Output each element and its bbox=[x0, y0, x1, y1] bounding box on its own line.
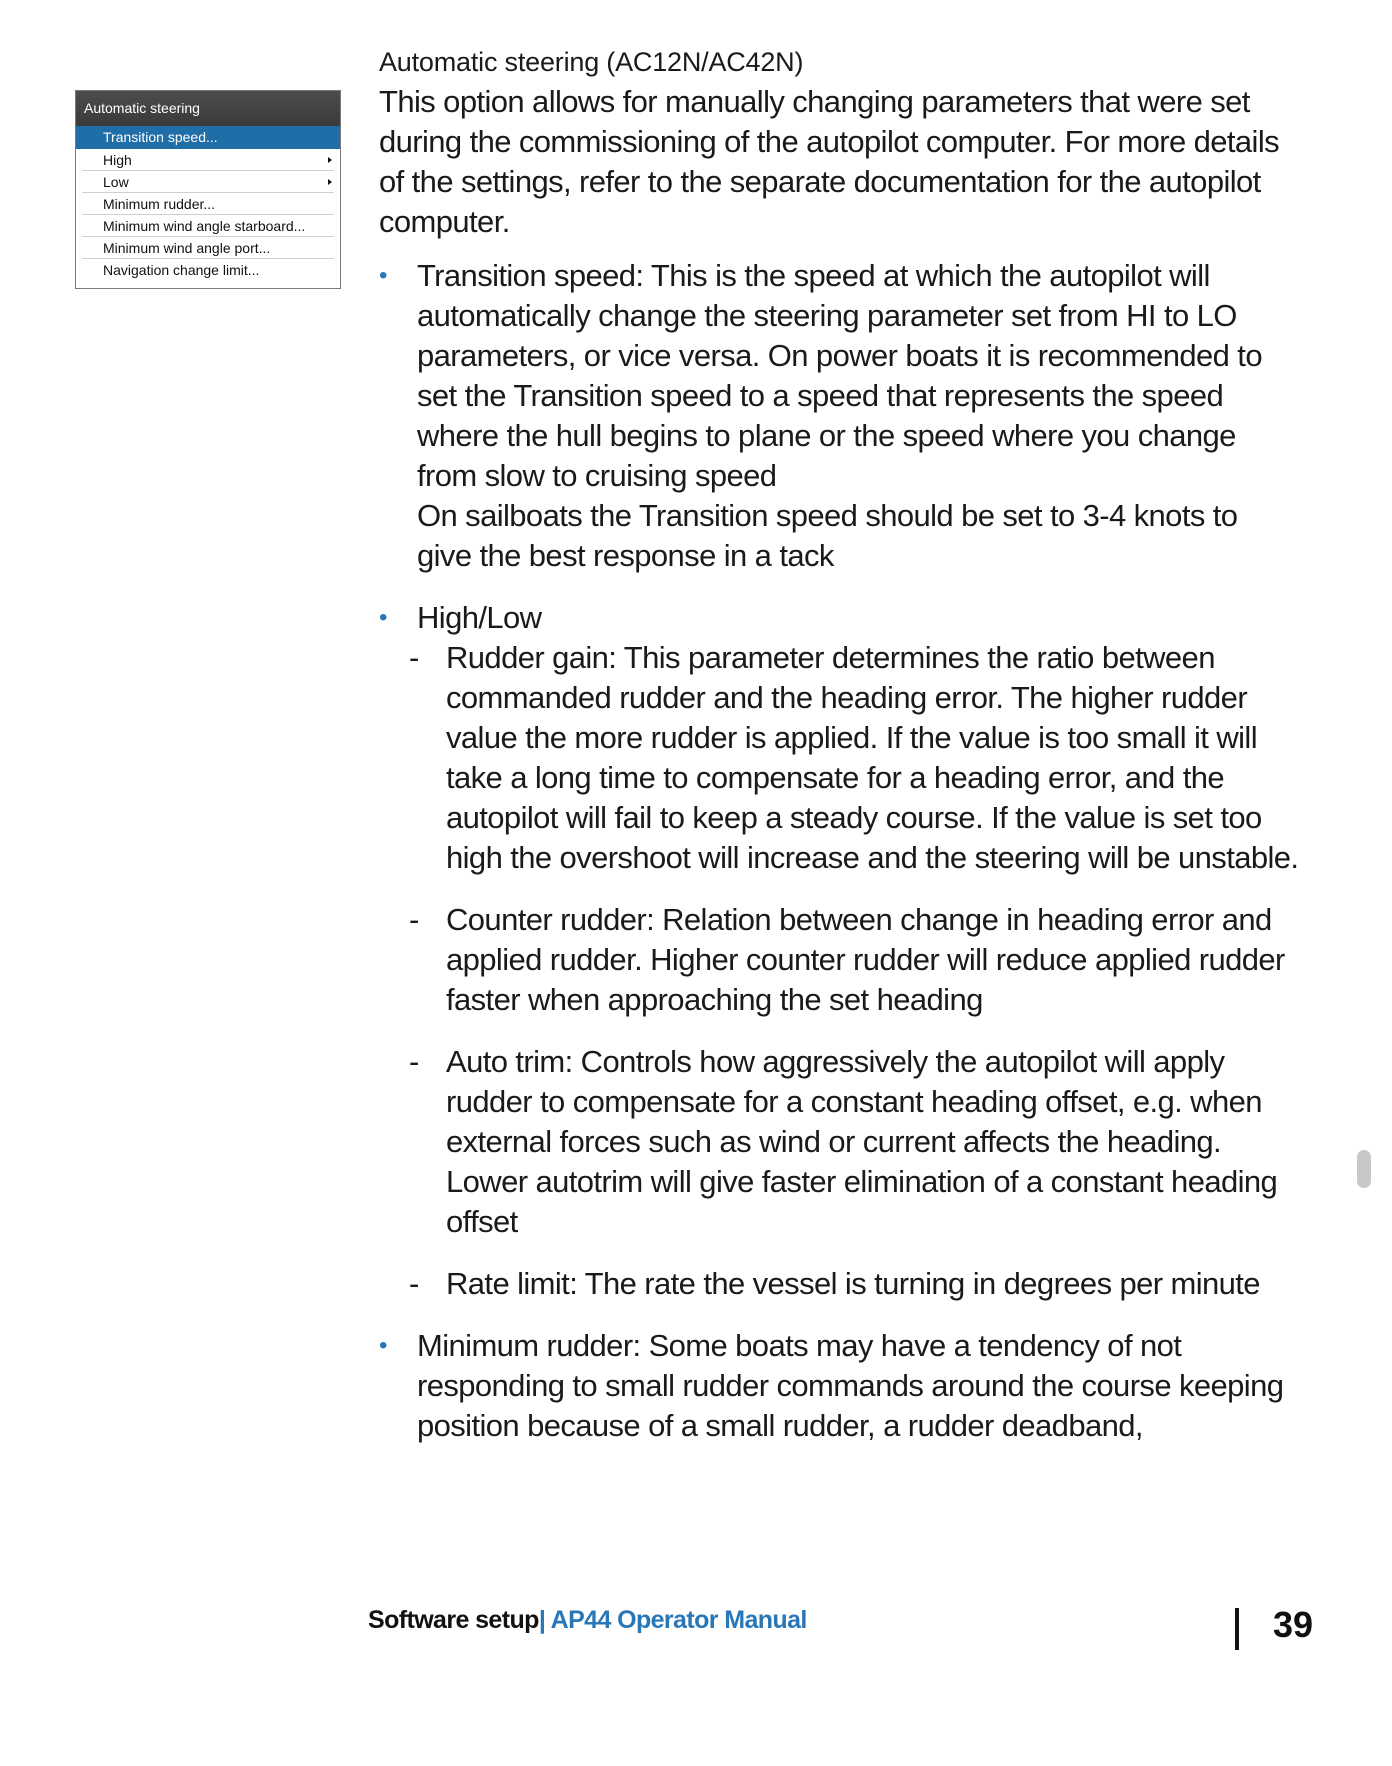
dash-text: Rudder gain: This parameter determines the ratio between commanded rudder and the heading error. The higher rudder value the more rudder is applied. If the value is too small it will take a long time to compensate for a heading error, and the autopilot will fail to keep a steady course. If the value is set too high the overshoot will increase and the steering will be unstable. bbox=[446, 640, 1299, 875]
intro-paragraph: This option allows for manually changing parameters that were set during the commissioning of the autopilot computer. For more details of the settings, refer to the separate documentation for the autopilot computer. bbox=[379, 84, 1280, 239]
menu-item-label: Minimum wind angle starboard... bbox=[103, 218, 306, 234]
bullet-text: Transition speed: This is the speed at which the autopilot will automatically change the steering parameter set from HI to LO parameters, or vice versa. On power boats it is recommended to set the Transition speed to a speed that represents the speed where the hull begins to plane or the speed where you change from slow to cruising speed bbox=[417, 258, 1262, 493]
bullet-minimum-rudder bbox=[379, 1326, 1299, 1446]
dash-icon: - bbox=[409, 640, 419, 675]
menu-title: Automatic steering bbox=[76, 91, 340, 126]
main-content bbox=[379, 44, 1299, 1468]
dash-text: Auto trim: Controls how aggressively the autopilot will apply rudder to compensate for a constant heading offset, e.g. when external forces such as wind or current affects the heading. Lower autotrim will give faster elimination of a constant heading offset bbox=[446, 1044, 1278, 1239]
bullet-transition-speed bbox=[379, 256, 1299, 576]
footer-manual-title: | AP44 Operator Manual bbox=[538, 1606, 807, 1634]
dash-rate-limit bbox=[379, 1264, 1299, 1304]
bullet-text: Minimum rudder: Some boats may have a tendency of not responding to small rudder commands around the course keeping position because of a small rudder, a rudder deadband, bbox=[417, 1328, 1284, 1443]
menu-item-minimum-rudder[interactable] bbox=[82, 193, 334, 215]
page-footer bbox=[368, 1606, 807, 1635]
page-number: 39 bbox=[1273, 1604, 1314, 1645]
dash-counter-rudder bbox=[379, 900, 1299, 1020]
bullet-high-low bbox=[379, 598, 1299, 638]
menu-item-label: Transition speed... bbox=[103, 129, 218, 145]
bullet-icon: • bbox=[379, 262, 387, 289]
bullet-icon: • bbox=[379, 604, 387, 631]
bullet-text: High/Low bbox=[417, 600, 542, 635]
menu-item-min-wind-angle-port[interactable] bbox=[82, 237, 334, 259]
submenu-arrow-icon bbox=[328, 179, 332, 185]
dash-text: Counter rudder: Relation between change in heading error and applied rudder. Higher counter rudder will reduce applied rudder faster when approaching the set heading bbox=[446, 902, 1285, 1017]
bullet-icon: • bbox=[379, 1332, 387, 1359]
dash-text: Rate limit: The rate the vessel is turning in degrees per minute bbox=[446, 1266, 1260, 1301]
menu-item-label: Low bbox=[103, 174, 129, 190]
dash-auto-trim bbox=[379, 1042, 1299, 1242]
dash-icon: - bbox=[409, 1266, 419, 1301]
menu-item-navigation-change-limit[interactable] bbox=[82, 259, 334, 281]
menu-item-low[interactable] bbox=[82, 171, 334, 193]
section-heading: Automatic steering (AC12N/AC42N) bbox=[379, 47, 804, 77]
menu-item-label: High bbox=[103, 152, 132, 168]
dash-icon: - bbox=[409, 902, 419, 937]
footer-section-name: Software setup bbox=[368, 1606, 539, 1634]
menu-item-min-wind-angle-starboard[interactable] bbox=[82, 215, 334, 237]
automatic-steering-menu bbox=[75, 90, 341, 289]
scrollbar-thumb[interactable] bbox=[1357, 1150, 1371, 1188]
menu-item-label: Minimum wind angle port... bbox=[103, 240, 271, 256]
submenu-arrow-icon bbox=[328, 157, 332, 163]
menu-item-label: Navigation change limit... bbox=[103, 262, 260, 278]
menu-item-transition-speed[interactable] bbox=[76, 126, 340, 149]
dash-rudder-gain bbox=[379, 638, 1299, 878]
bullet-text-sailboats: On sailboats the Transition speed should be set to 3-4 knots to give the best response in a tack bbox=[417, 498, 1238, 573]
menu-item-label: Minimum rudder... bbox=[103, 196, 216, 212]
menu-item-high[interactable] bbox=[82, 149, 334, 171]
dash-icon: - bbox=[409, 1044, 419, 1079]
page-number-divider bbox=[1235, 1608, 1239, 1650]
